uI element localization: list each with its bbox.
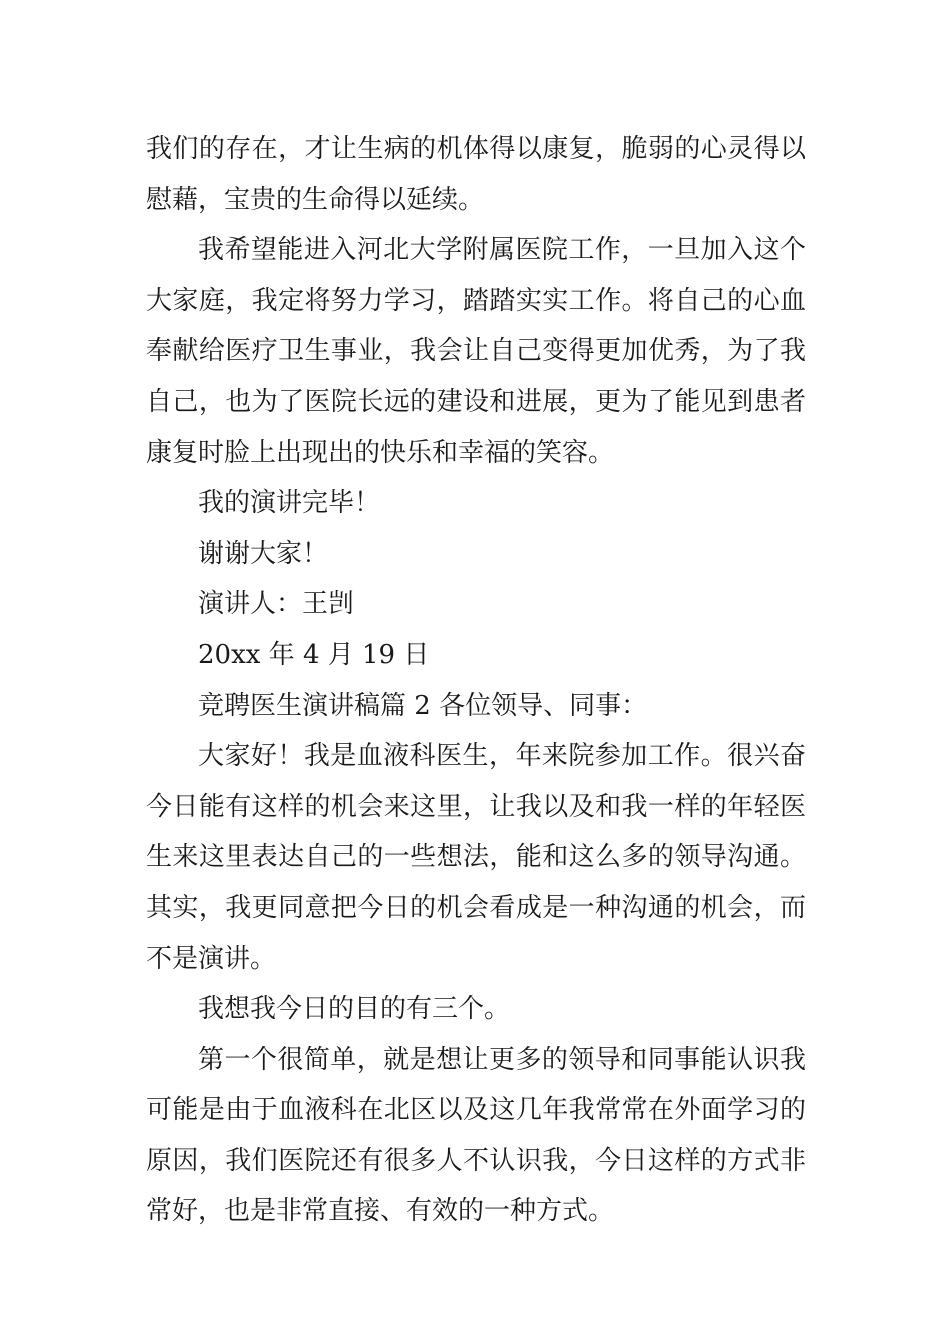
document-page [146,124,806,1237]
paragraph-8: 大家好！我是血液科医生，年来院参加工作。很兴奋今日能有这样的机会来这里，让我以及和我一样的年轻医生来这里表达自己的一些想法，能和这么多的领导沟通。其实，我更同意把今日的机会看成是一种沟通的机会，而不是演讲。 [146,741,806,974]
paragraph-9: 我想我今日的目的有三个。 [198,994,511,1025]
paragraph-10: 第一个很简单，就是想让更多的领导和同事能认识我可能是由于血液科在北区以及这几年我常常在外面学习的原因，我们医院还有很多人不认识我，今日这样的方式非常好，也是非常直接、有效的一种方式。 [146,1044,806,1227]
paragraph-6: 20xx 年 4 月 19 日 [198,639,430,670]
paragraph-5: 演讲人：王剀 [198,589,355,620]
paragraph-4: 谢谢大家！ [198,538,329,569]
paragraph-2: 我希望能进入河北大学附属医院工作，一旦加入这个大家庭，我定将努力学习，踏踏实实工作。将自己的心血奉献给医疗卫生事业，我会让自己变得更加优秀，为了我自己，也为了医院长远的建设和进展，更为了能见到患者康复时脸上出现出的快乐和幸福的笑容。 [146,235,806,468]
paragraph-3: 我的演讲完毕！ [198,488,381,519]
paragraph-1: 我们的存在，才让生病的机体得以康复，脆弱的心灵得以慰藉，宝贵的生命得以延续。 [146,134,806,215]
paragraph-7: 竞聘医生演讲稿篇 2 各位领导、同事： [198,690,648,721]
